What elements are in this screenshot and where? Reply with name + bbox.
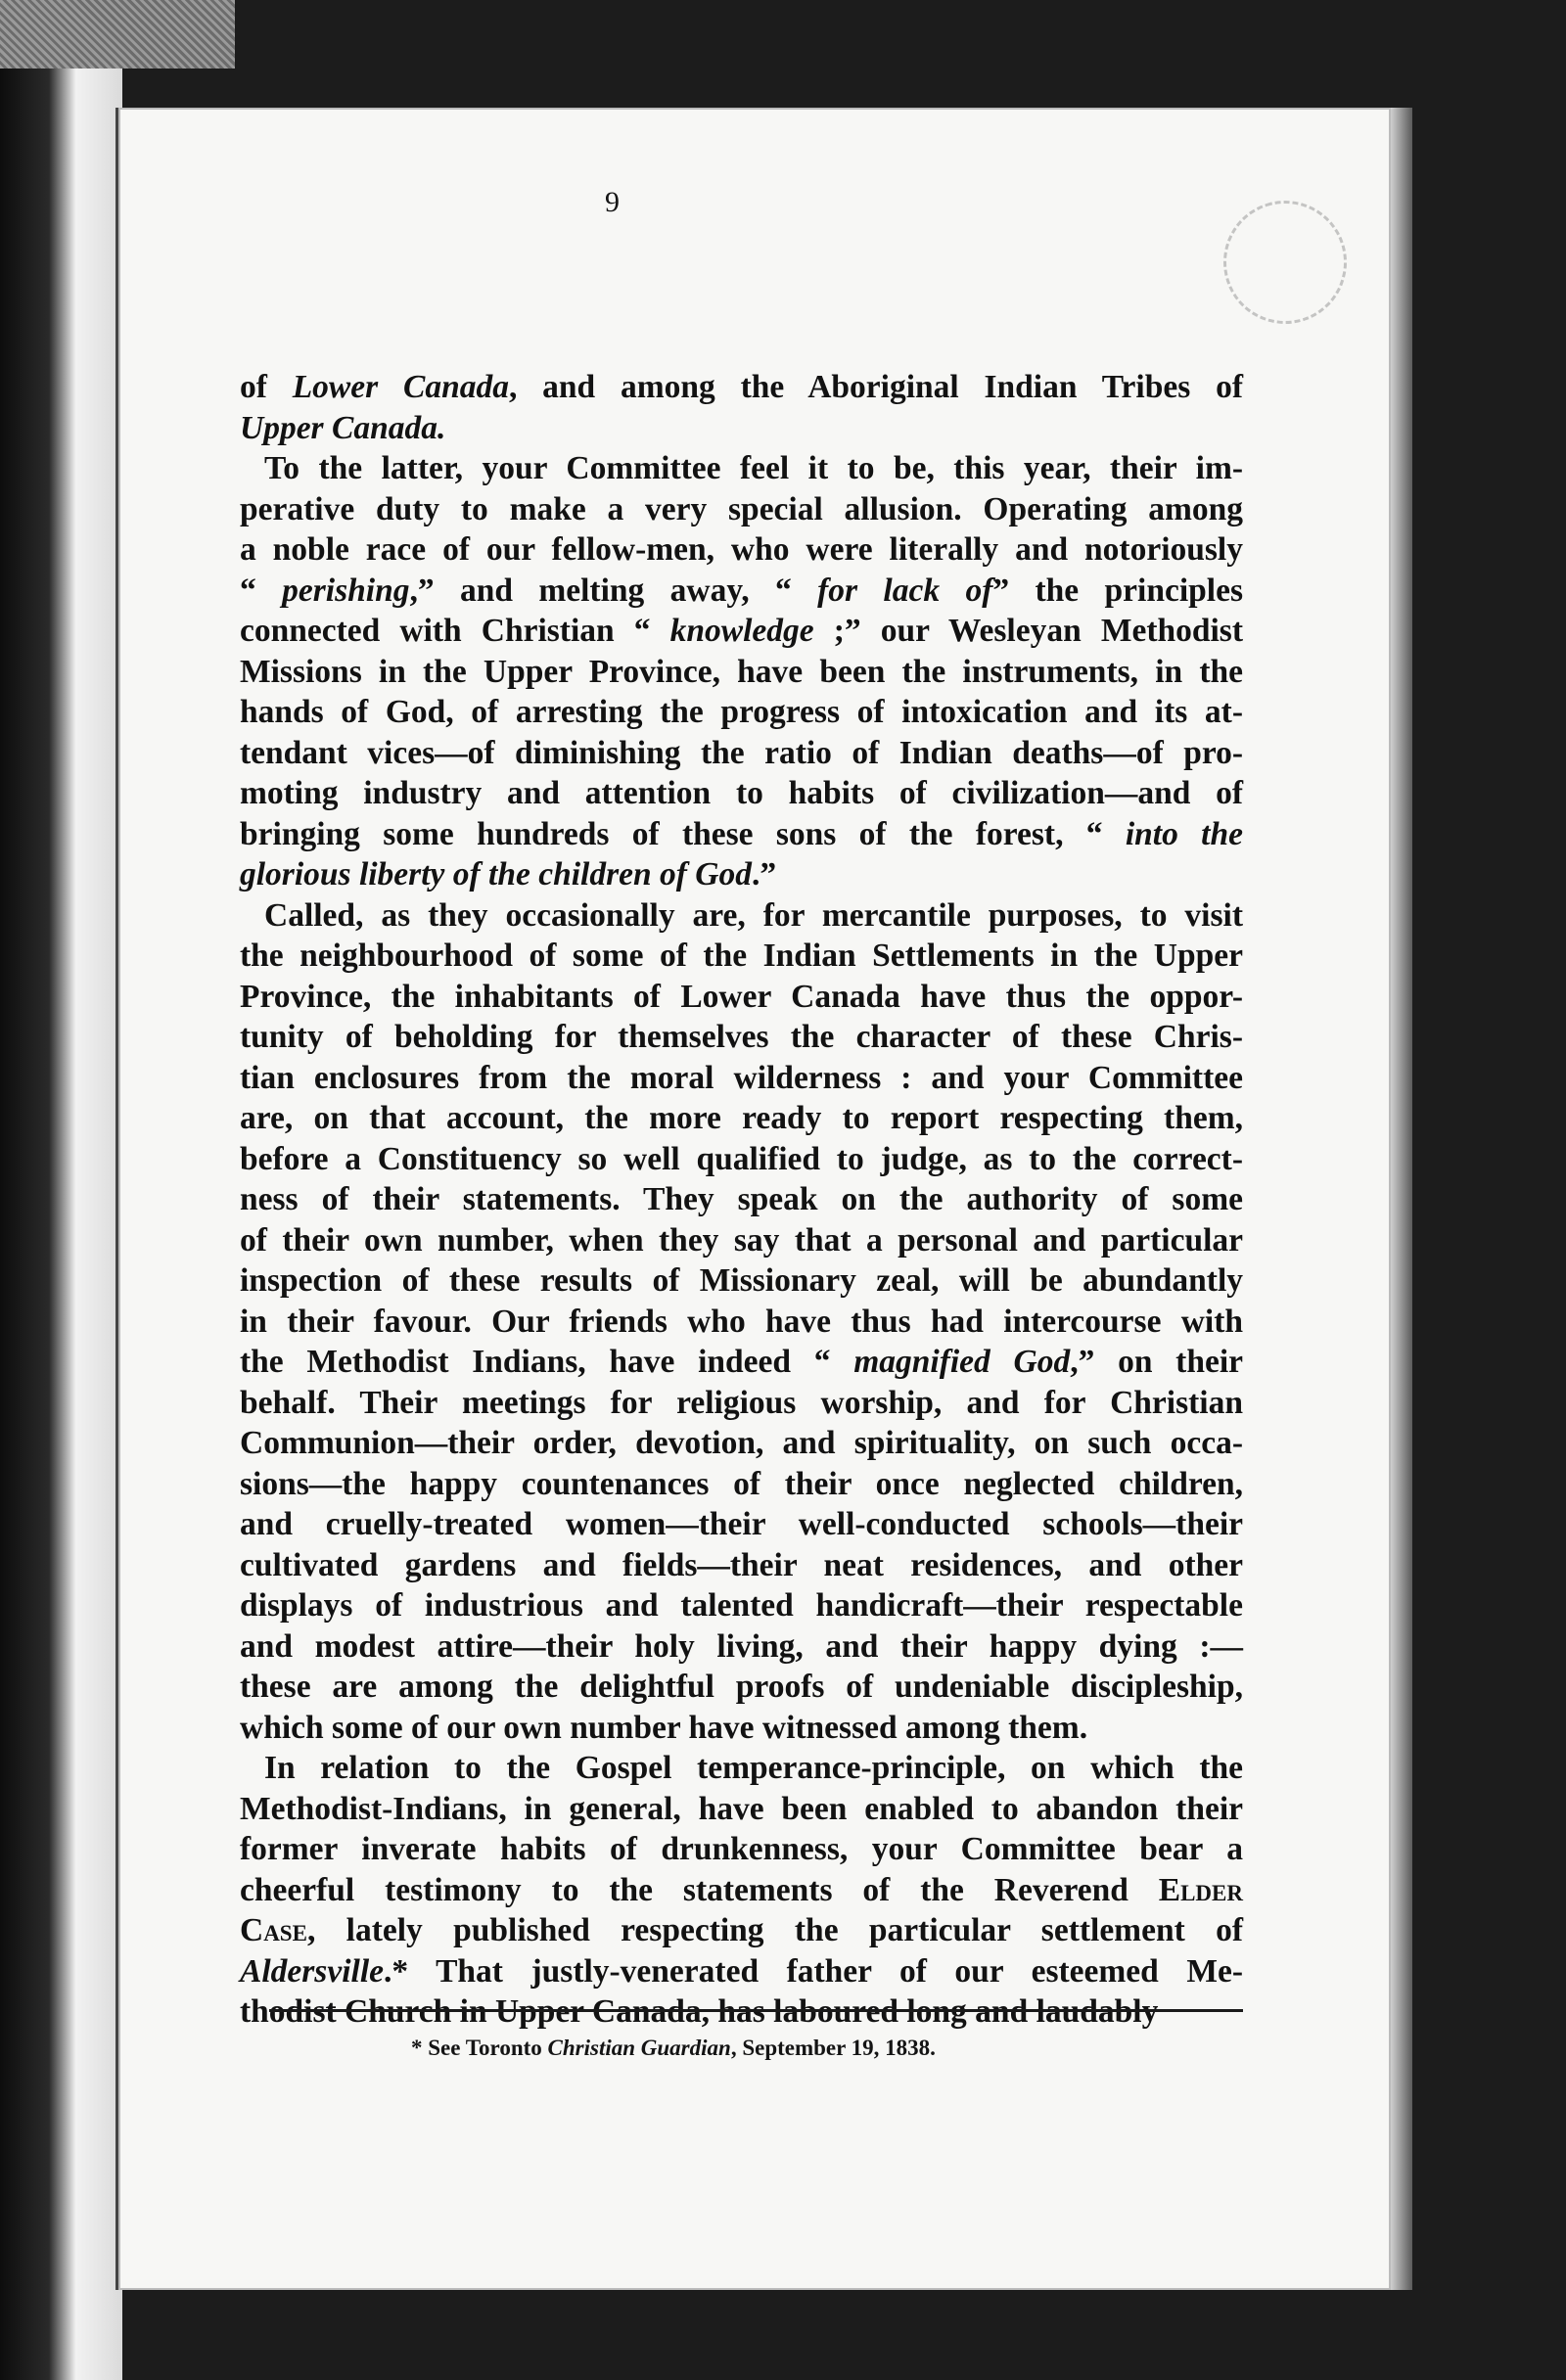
text-line: cultivated gardens and fields—their neat residences, and other [240, 1546, 1243, 1583]
text-line: are, on that account, the more ready to report respecting them, [240, 1100, 1243, 1136]
text-line: inspection of these results of Missionary zeal, will be abundantly [240, 1262, 1243, 1299]
text-line: and cruelly-treated women—their well-conducted schools—their [240, 1506, 1243, 1542]
text-line: of Lower Canada, and among the Aboriginal Indian Tribes of [240, 369, 1243, 405]
text-line: of their own number, when they say that a personal and particular [240, 1221, 1243, 1259]
text-line: in their favour. Our friends who have thus had intercourse with [240, 1303, 1243, 1340]
text-line: Case, lately published respecting the particular settlement of [240, 1912, 1243, 1948]
text-line: displays of industrious and talented handicraft—their respectable [240, 1587, 1243, 1624]
text-line: the Methodist Indians, have indeed “ magnified God,” on their [240, 1344, 1243, 1380]
footnote-rule [269, 2009, 1243, 2012]
text-line: In relation to the Gospel temperance-principle, on which the [264, 1750, 1243, 1786]
text-line: former inverate habits of drunkenness, your Committee bear a [240, 1831, 1243, 1867]
paragraph [240, 448, 1243, 895]
text-line: tian enclosures from the moral wilderness : and your Committee [240, 1059, 1243, 1096]
text-line: ness of their statements. They speak on the authority of some [240, 1181, 1243, 1217]
text-line: which some of our own number have witnessed among them. [240, 1709, 1088, 1746]
text-line: a noble race of our fellow-men, who were literally and notoriously [240, 531, 1243, 568]
paragraph [240, 895, 1243, 1749]
text-line: Upper Canada. [240, 409, 446, 446]
text-line: thodist Church in Upper Canada, has laboured long and laudably [240, 1993, 1159, 2030]
text-line: Methodist-Indians, in general, have been enabled to abandon their [240, 1790, 1243, 1827]
text-line: Missions in the Upper Province, have been the instruments, in the [240, 653, 1243, 690]
page-number: 9 [605, 186, 621, 218]
text-line: To the latter, your Committee feel it to be, this year, their im- [264, 450, 1243, 486]
body-text [240, 367, 1243, 2033]
text-line: the neighbourhood of some of the Indian Settlements in the Upper [240, 938, 1243, 974]
text-line: hands of God, of arresting the progress of intoxication and its at- [240, 694, 1243, 730]
text-line: and modest attire—their holy living, and their happy dying :— [240, 1627, 1243, 1665]
text-line: “ perishing,” and melting away, “ for lack of” the principles [240, 572, 1243, 609]
book-binding [0, 0, 122, 2380]
footnote: * See Toronto Christian Guardian, September 19, 1838. [411, 2036, 936, 2060]
text-line: these are among the delightful proofs of undeniable discipleship, [240, 1669, 1243, 1705]
text-line: moting industry and attention to habits of civilization—and of [240, 775, 1243, 811]
paragraph [240, 367, 1243, 448]
text-line: Aldersville.* That justly-venerated father of our esteemed Me- [240, 1952, 1243, 1990]
text-line: sions—the happy countenances of their once neglected children, [240, 1465, 1243, 1502]
text-line: Communion—their order, devotion, and spirituality, on such occa- [240, 1425, 1243, 1461]
text-line: tendant vices—of diminishing the ratio of Indian deaths—of pro- [240, 734, 1243, 771]
text-line: connected with Christian “ knowledge ;” our Wesleyan Methodist [240, 613, 1243, 649]
text-line: perative duty to make a very special allusion. Operating among [240, 490, 1243, 527]
text-line: Called, as they occasionally are, for mercantile purposes, to visit [264, 896, 1243, 934]
text-line: tunity of beholding for themselves the character of these Chris- [240, 1019, 1243, 1055]
text-line: behalf. Their meetings for religious worship, and for Christian [240, 1384, 1243, 1421]
paragraph [240, 1748, 1243, 2033]
text-line: glorious liberty of the children of God.” [240, 856, 777, 892]
text-line: before a Constituency so well qualified to judge, as to the correct- [240, 1140, 1243, 1177]
text-line: bringing some hundreds of these sons of the forest, “ into the [240, 815, 1243, 852]
text-line: cheerful testimony to the statements of the Reverend Elder [240, 1871, 1243, 1908]
text-line: Province, the inhabitants of Lower Canada have thus the oppor- [240, 978, 1243, 1015]
cover-cloth [0, 0, 235, 69]
